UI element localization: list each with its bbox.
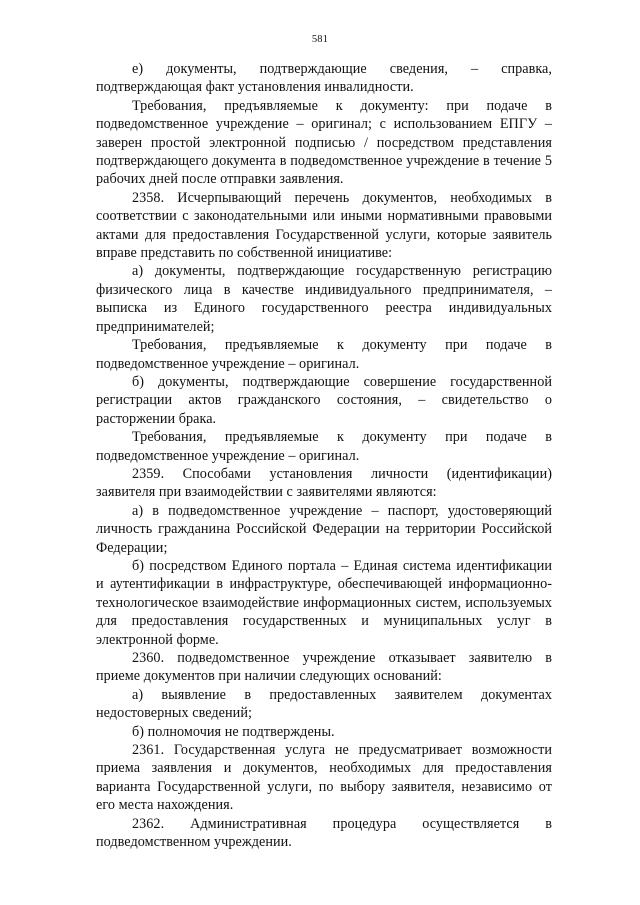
paragraph-2358: 2358. Исчерпывающий перечень документов, необходимых в соответствии с законодательными или иными нормативными правовыми актами для предоставления Государственной услуги, которые заявитель вправе представить по собственной инициативе: xyxy=(96,189,552,262)
paragraph-e-documents: е) документы, подтверждающие сведения, – справка, подтверждающая факт установления инвалидности. xyxy=(96,61,552,96)
paragraph-requirements-3: Требования, предъявляемые к документу при подаче в подведомственное учреждение – оригинал. xyxy=(96,429,552,464)
paragraph-2359: 2359. Способами установления личности (идентификации) заявителя при взаимодействии с заявителями являются: xyxy=(96,465,552,501)
paragraph-2360: 2360. подведомственное учреждение отказывает заявителю в приеме документов при наличии следующих оснований: xyxy=(96,650,552,685)
paragraph-2362: 2362. Административная процедура осуществляется в подведомственном учреждении. xyxy=(96,815,552,851)
paragraph-2361: 2361. Государственная услуга не предусматривает возможности приема заявления и документов, необходимых для предоставления варианта Государственной услуги, по выбору заявителя, независимо от его места нахождения. xyxy=(96,742,552,814)
paragraph-2358-b: б) документы, подтверждающие совершение государственной регистрации актов гражданского состояния, – свидетельство о расторжении брака. xyxy=(96,373,552,427)
paragraph-2359-b: б) посредством Единого портала – Единая система идентификации и аутентификации в инфраструктуре, обеспечивающей информационно-технологическое взаимодействие информационных систем, используемых для предоставления государственных и муниципальных услуг в электронной форме. xyxy=(96,557,552,648)
page-number: 581 xyxy=(311,34,329,45)
paragraph-requirements-1: Требования, предъявляемые к документу: при подаче в подведомственное учреждение – оригинал; с использованием ЕПГУ – заверен простой электронной подписью / посредством представления подтверждающего документа в подведомственное учреждение в течение 5 рабочих дней после отправки заявления. xyxy=(96,97,552,188)
paragraph-requirements-2: Требования, предъявляемые к документу при подаче в подведомственное учреждение – оригинал. xyxy=(96,337,552,372)
paragraph-2360-a: а) выявление в предоставленных заявителем документах недостоверных сведений; xyxy=(96,686,552,722)
paragraph-2360-b: б) полномочия не подтверждены. xyxy=(132,723,335,740)
paragraph-2359-a: а) в подведомственное учреждение – паспорт, удостоверяющий личность гражданина Российской Федерации на территории Российской Федерации; xyxy=(96,502,552,556)
paragraph-2358-a: а) документы, подтверждающие государственную регистрацию физического лица в качестве индивидуального предпринимателя, – выписка из Единого государственного реестра индивидуальных предпринимателей; xyxy=(96,263,552,335)
document-body xyxy=(96,60,552,851)
